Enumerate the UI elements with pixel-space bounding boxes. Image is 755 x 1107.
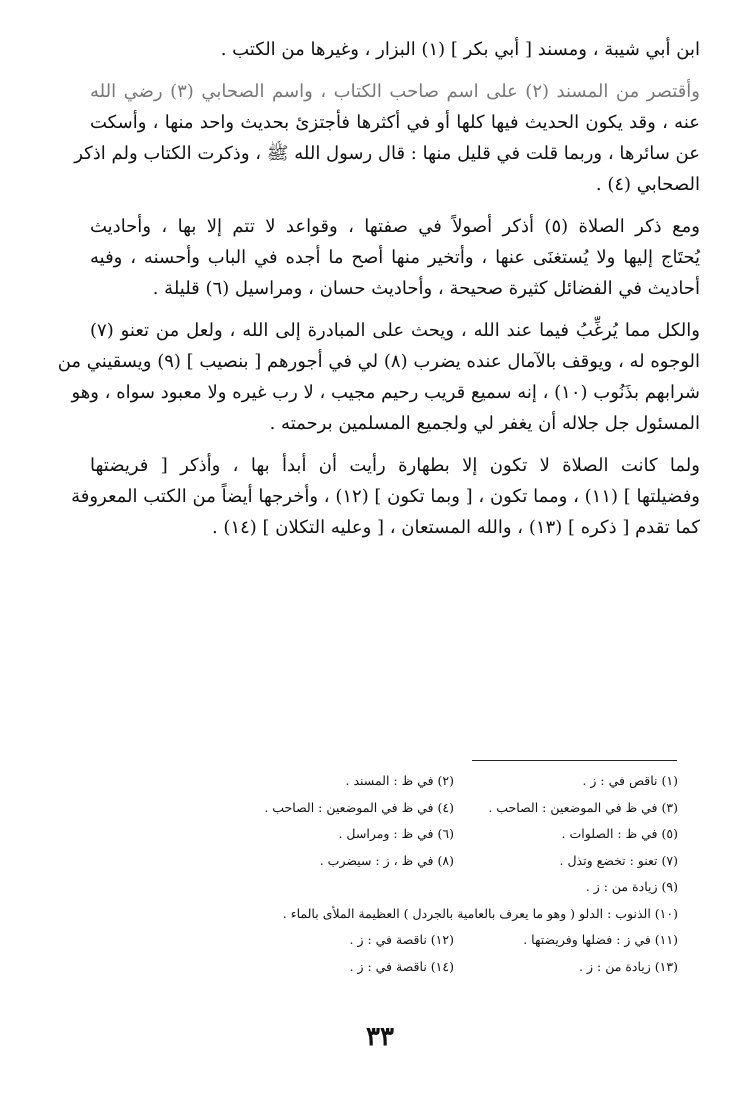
text-line: ابن أبي شيبة ، ومسند [ أبي بكر ] (١) البزار ، وغيرها من الكتب . [220,39,700,60]
text-line: يُحتَاج إليها ولا يُستغنَى عنها ، وأتخير منها أصح ما أجده في الباب وأحسنه ، وفيه [90,247,700,268]
footnote-row [230,901,678,928]
paragraph-3 [90,211,700,304]
footnote: (٧) تعنو : تخضع وتذل . [559,852,678,868]
text-line: الوجوه له ، ويوقف بالآمال عنده يضرب (٨) لي في أجورهم [ بنصيب ] (٩) ويسقيني من [57,351,700,372]
footnote: (٦) في ظ : ومراسل . [338,826,454,841]
paragraph-2 [74,76,700,200]
footnote-row [230,874,678,901]
footnote-row [230,848,678,875]
text-line: المسئول جل جلاله أن يغفر لي ولجميع المسلمين برحمته . [269,413,700,434]
text-line: أحاديث في الفضائل كثيرة صحيحة ، وأحاديث حسان ، ومراسيل (٦) قليلة . [152,278,700,299]
text-line: الصحابي (٤) . [595,174,700,195]
footnote: (٩) زيادة من : ز . [585,879,678,894]
footnote: (١) ناقص في : ز . [582,773,678,788]
main-text [57,34,700,554]
text-line: كما تقدم [ ذكره ] (١٣) ، والله المستعان ، [ وعليه التكلان ] (١٤) . [211,517,700,538]
footnote: (١٢) ناقصة في : ز . [349,932,454,947]
text-line: والكل مما يُرغِّبُ فيما عند الله ، ويحث على المبادرة إلى الله ، ولعل من تعنو (٧) [90,320,700,341]
footnote: (٤) في ظ في الموضعين : الصاحب . [264,799,454,815]
footnote-row [230,768,678,795]
paragraph-4 [57,315,700,439]
footnote: (٣) في ظ في الموضعين : الصاحب . [488,799,678,815]
text-line: ومع ذكر الصلاة (٥) أذكر أصولاً في صفتها ، وقواعد لا تتم إلا بها ، وأحاديث [90,216,700,237]
text-line: شرابهم بذَنُوب (١٠) ، إنه سميع قريب رحيم مجيب ، لا رب غيره ولا معبود سواه ، وهو [71,382,700,403]
footnote: (١٣) زيادة من : ز . [579,958,678,974]
footnote-row [230,927,678,954]
footnote-row [230,795,678,822]
text-line: عنه ، وقد يكون الحديث فيها كلها أو في أكثرها فأجتزئ بحديث واحد منها ، وأسكت [90,112,700,133]
footnote: (٢) في ظ : المسند . [345,773,454,788]
text-line: وفضيلتها ] (١١) ، ومما تكون ، [ وبما تكون ] (١٢) ، وأخرجها أيضاً من الكتب المعروفة [71,486,700,507]
footnote-separator [472,760,677,761]
footnote: (١١) في ز : فضلها وفريضتها . [523,932,678,947]
footnote: (٥) في ظ : الصلوات . [561,826,678,841]
footnote-row [230,954,678,981]
paragraph-1 [90,34,700,65]
footnote: (١٠) الذنوب : الدلو ( وهو ما يعرف بالعامية بالجردل ) العظيمة الملأى بالماء . [282,905,678,921]
footnote-row [230,821,678,848]
text-line: عن سائرها ، وربما قلت في قليل منها : قال رسول الله ﷺ ، وذكرت الكتاب ولم اذكر [74,143,700,164]
paragraph-5 [71,450,700,543]
text-line: ولما كانت الصلاة لا تكون إلا بطهارة رأيت أن أبدأ بها ، وأذكر [ فريضتها [90,455,700,476]
footnotes [230,768,678,980]
page-number: ٣٣ [366,1022,394,1052]
footnote: (١٤) ناقصة في : ز . [349,958,454,974]
footnote: (٨) في ظ ، ز : سيضرب . [319,852,454,868]
text-line: وأقتصر من المسند (٢) على اسم صاحب الكتاب ، واسم الصحابي (٣) رضي الله [90,81,700,102]
